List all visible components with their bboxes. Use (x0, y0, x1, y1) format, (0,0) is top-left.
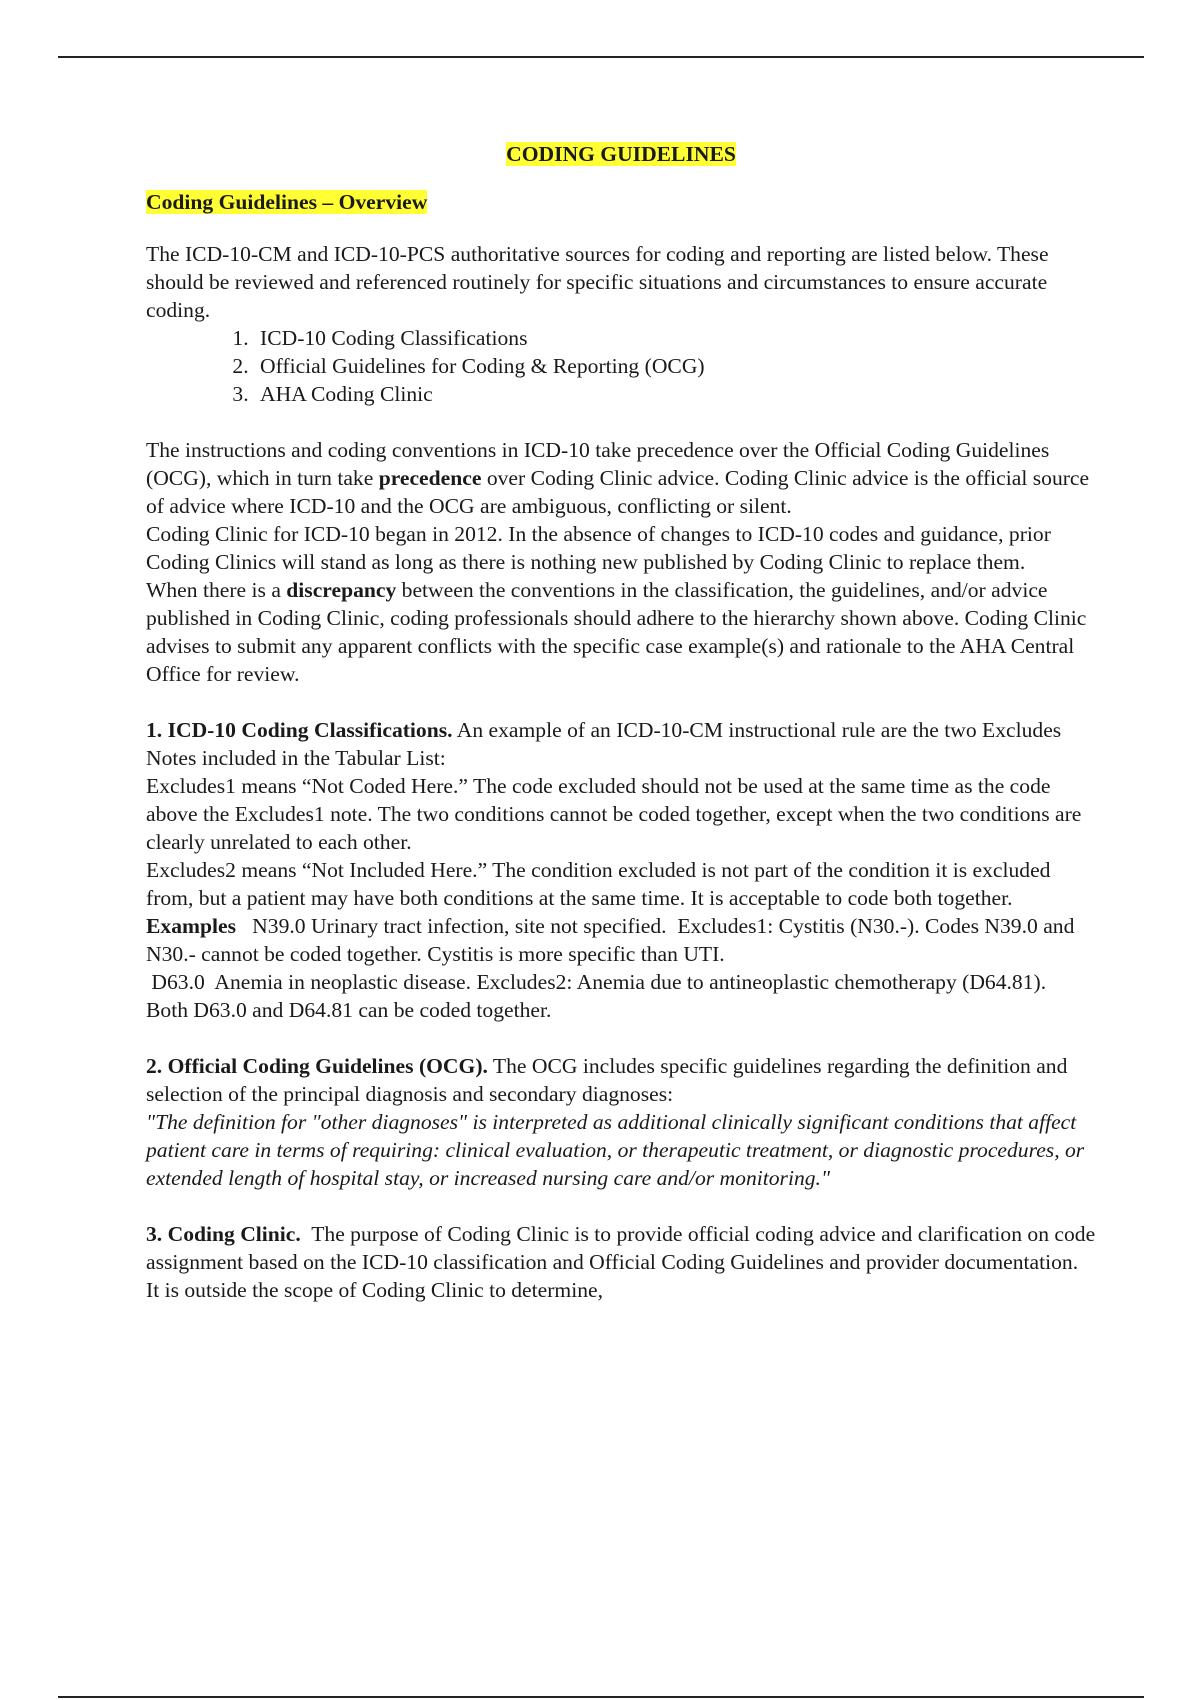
example1-paragraph (146, 912, 1096, 968)
intro-paragraph: The ICD-10-CM and ICD-10-PCS authoritative sources for coding and reporting are listed below. These should be reviewed and referenced routinely for specific situations and circumstances to ensure accurate coding. (146, 242, 1049, 322)
sources-list (146, 324, 1096, 408)
discrepancy-text-start: When there is a (146, 578, 287, 602)
section2-heading: 2. Official Coding Guidelines (OCG). (146, 1054, 488, 1078)
section3-heading: 3. Coding Clinic. (146, 1222, 301, 1246)
document-title: CODING GUIDELINES (506, 142, 736, 166)
section3-text: The purpose of Coding Clinic is to provide official coding advice and clarification on code assignment based on the ICD-10 classification and Official Coding Guidelines and provider documentation. It is outside the scope of Coding Clinic to determine, (146, 1222, 1101, 1302)
precedence-bold: precedence (378, 466, 482, 490)
header-rule (58, 56, 1144, 58)
section1-heading: 1. ICD-10 Coding Classifications. (146, 718, 453, 742)
precedence-text-end: over Coding Clinic advice. Coding Clinic advice is the official source of advice where ICD-10 and the OCG are ambiguous, conflicting or silent. (146, 466, 1090, 518)
section1-intro (146, 716, 1096, 772)
list-item: 3. AHA Coding Clinic (254, 380, 1096, 408)
spacer (146, 1192, 1096, 1220)
precedence-text-start: The instructions and coding conventions in ICD-10 take precedence over the Official Coding Guidelines (OCG), which in turn take (146, 438, 1050, 490)
discrepancy-paragraph (146, 576, 1096, 688)
precedence-paragraph (146, 436, 1096, 520)
ocg-quote (146, 1108, 1096, 1192)
excludes2-paragraph: Excludes2 means “Not Included Here.” The condition excluded is not part of the condition it is excluded from, but a patient may have both conditions at the same time. It is acceptable to code both together. (146, 858, 1051, 910)
overview-heading: Coding Guidelines – Overview (146, 190, 428, 214)
ocg-quote-text: "The definition for "other diagnoses" is interpreted as additional clinically significant conditions that affect patient care in terms of requiring: clinical evaluation, or therapeutic treatment, or diagnostic procedures, or extended length of hospital stay, or increased nursing care and/or monitoring." (146, 1110, 1085, 1190)
examples-label: Examples (146, 914, 236, 938)
section1-text: An example of an ICD-10-CM instructional rule are the two Excludes Notes included in the Tabular List: (146, 718, 1062, 770)
excludes1-paragraph: Excludes1 means “Not Coded Here.” The code excluded should not be used at the same time as the code above the Excludes1 note. The two conditions cannot be coded together, except when the two conditions are clearly unrelated to each other. (146, 774, 1082, 854)
spacer (146, 688, 1096, 716)
title-block (146, 140, 1096, 168)
overview-heading-block (146, 188, 1096, 216)
document-body (146, 140, 1101, 1304)
example1-text: N39.0 Urinary tract infection, site not specified. Excludes1: Cystitis (N30.-). Codes N39.0 and N30.- cannot be coded together. Cystitis is more specific than UTI. (146, 914, 1080, 966)
discrepancy-text-end: between the conventions in the classification, the guidelines, and/or advice published in Coding Clinic, coding professionals should adhere to the hierarchy shown above. Coding Clinic advises to submit any apparent conflicts with the specific case example(s) and rationale to the AHA Central Office for review. (146, 578, 1087, 686)
example2-paragraph: D63.0 Anemia in neoplastic disease. Excludes2: Anemia due to antineoplastic chemotherapy (D64.81). Both D63.0 and D64.81 can be coded together. (146, 970, 1057, 1022)
section2-intro (146, 1052, 1096, 1108)
discrepancy-bold: discrepancy (286, 578, 397, 602)
section3-intro (146, 1220, 1101, 1304)
clinic-history-paragraph: Coding Clinic for ICD-10 began in 2012. In the absence of changes to ICD-10 codes and guidance, prior Coding Clinics will stand as long as there is nothing new published by Coding Clinic to replace them. (146, 522, 1051, 574)
list-item: 1. ICD-10 Coding Classifications (254, 324, 1096, 352)
list-item: 2. Official Guidelines for Coding & Reporting (OCG) (254, 352, 1096, 380)
footer-rule (58, 1696, 1144, 1698)
spacer (146, 408, 1096, 436)
section2-text: The OCG includes specific guidelines regarding the definition and selection of the principal diagnosis and secondary diagnoses: (146, 1054, 1068, 1106)
spacer (146, 1024, 1096, 1052)
